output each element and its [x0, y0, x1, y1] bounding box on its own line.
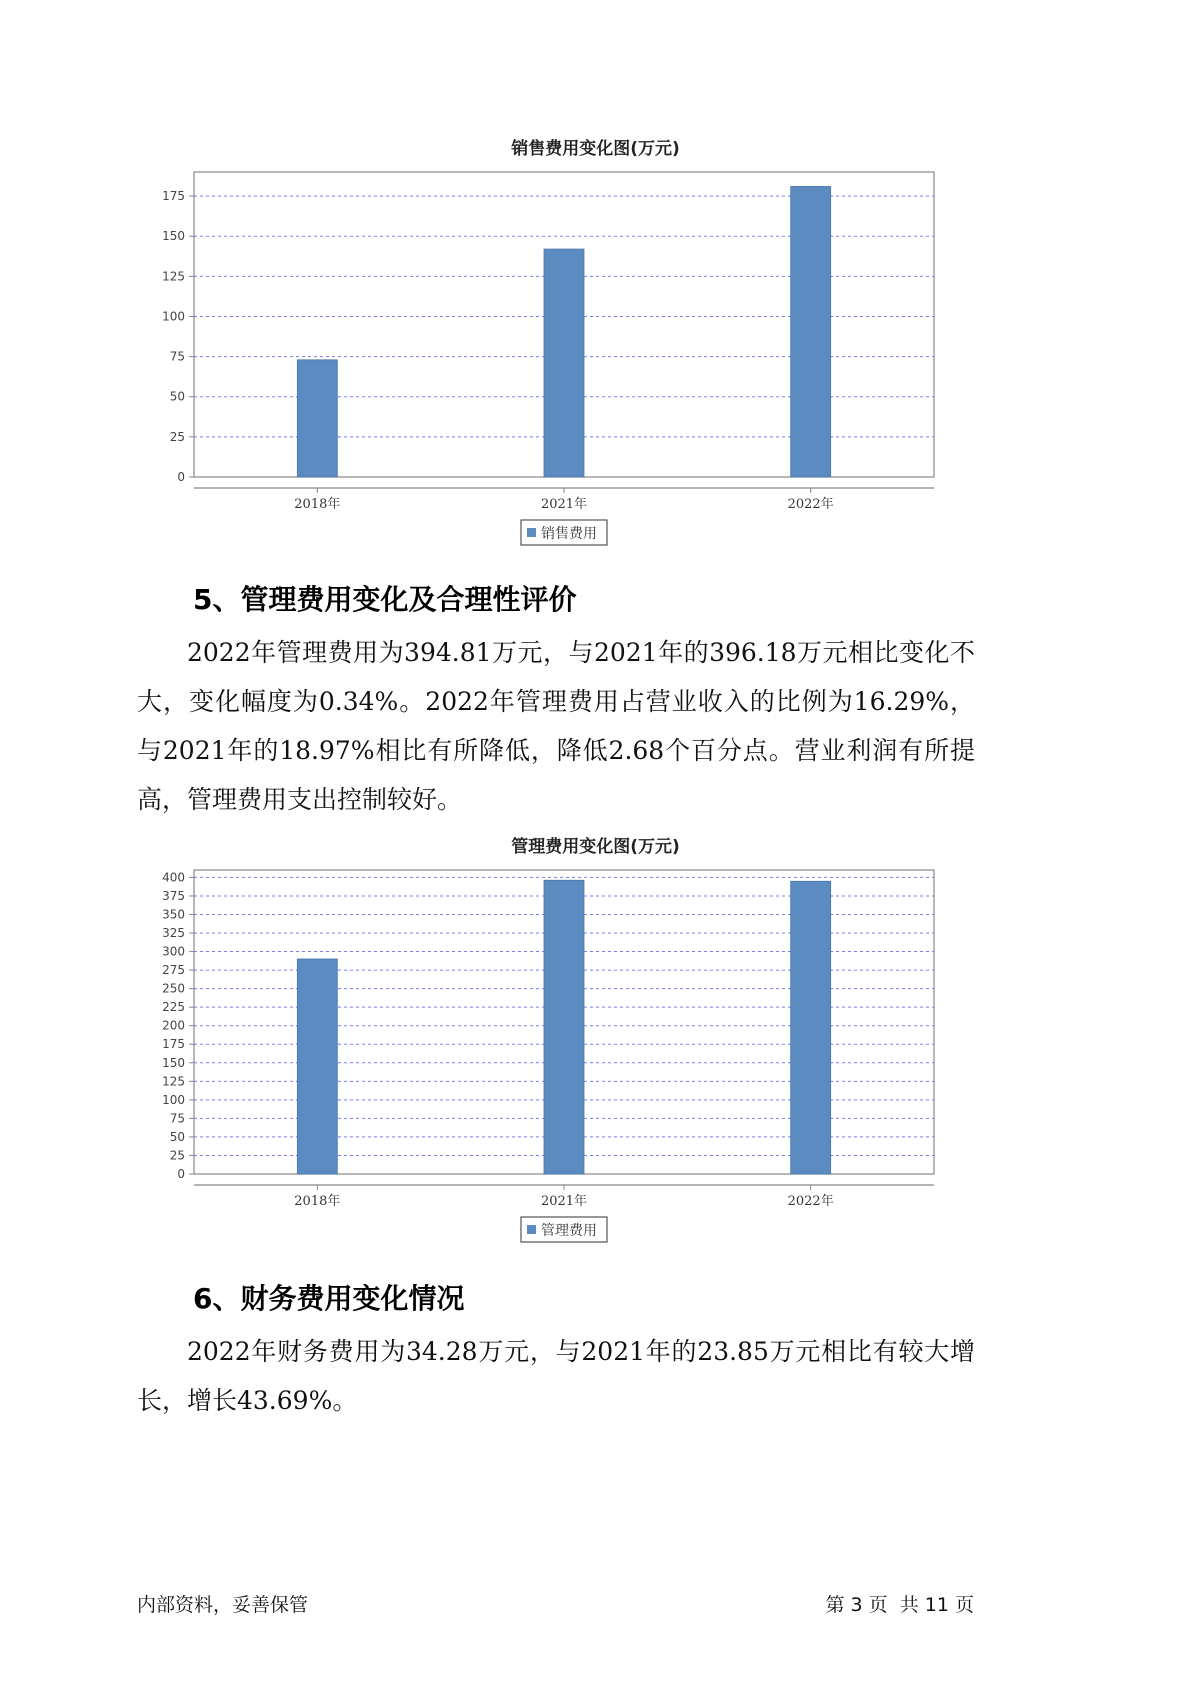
- chart-title: 销售费用变化图(万元): [511, 139, 680, 159]
- x-tick-label: 2021年: [540, 1194, 588, 1209]
- y-tick-label: 50: [169, 1129, 185, 1144]
- y-tick-label: 250: [162, 981, 185, 996]
- y-tick-label: 0: [177, 470, 185, 484]
- bar: [544, 249, 584, 477]
- y-tick-label: 100: [162, 309, 185, 324]
- y-tick-label: 350: [162, 907, 185, 922]
- y-tick-label: 150: [162, 1055, 185, 1070]
- y-tick-label: 100: [162, 1092, 185, 1107]
- chart-title: 管理费用变化图(万元): [511, 837, 680, 857]
- bar: [544, 880, 584, 1174]
- bar: [791, 186, 831, 477]
- x-tick-label: 2021年: [540, 497, 588, 512]
- sales-expense-chart: [0, 170, 1191, 590]
- x-tick-label: 2018年: [294, 497, 341, 512]
- section-paragraph: 2022年财务费用为34.28万元，与2021年的23.85万元相比有较大增长，增长43.69%。: [137, 1337, 975, 1415]
- y-tick-label: 375: [162, 888, 185, 903]
- x-tick-label: 2018年: [294, 1194, 341, 1209]
- y-tick-label: 25: [169, 429, 185, 444]
- y-tick-label: 175: [162, 1037, 185, 1052]
- y-tick-label: 225: [162, 1000, 185, 1015]
- x-tick-label: 2022年: [787, 1194, 834, 1209]
- section-heading: 5、管理费用变化及合理性评价: [193, 583, 577, 616]
- bar: [297, 360, 337, 477]
- y-tick-label: 175: [162, 189, 185, 204]
- y-tick-label: 50: [169, 389, 185, 404]
- y-tick-label: 125: [162, 269, 185, 284]
- bar: [791, 881, 831, 1174]
- y-tick-label: 150: [162, 229, 185, 244]
- y-tick-label: 75: [169, 349, 185, 364]
- y-tick-label: 25: [169, 1148, 185, 1163]
- footer-page-number: 第 3 页 共 11 页: [825, 1594, 974, 1616]
- y-tick-label: 200: [162, 1018, 185, 1033]
- y-tick-label: 325: [162, 926, 185, 941]
- y-tick-label: 300: [162, 944, 185, 959]
- y-tick-label: 75: [169, 1111, 185, 1126]
- legend-label: 销售费用: [541, 526, 597, 542]
- y-tick-label: 275: [162, 963, 185, 978]
- y-tick-label: 400: [162, 870, 185, 885]
- x-tick-label: 2022年: [787, 497, 834, 512]
- legend-swatch: [527, 1225, 536, 1234]
- section-heading: 6、财务费用变化情况: [193, 1282, 465, 1315]
- y-tick-label: 125: [162, 1074, 185, 1089]
- footer-confidential: 内部资料，妥善保管: [137, 1594, 309, 1616]
- legend-swatch: [527, 528, 536, 537]
- admin-expense-chart: [0, 866, 1191, 1286]
- section-paragraph: 2022年管理费用为394.81万元，与2021年的396.18万元相比变化不大，变化幅度为0.34%。2022年管理费用占营业收入的比例为16.29%，与2021年的18.97%相比有所降低，降低2.68个百分点。营业利润有所提高，管理费用支出控制较好。: [137, 638, 975, 814]
- y-tick-label: 0: [177, 1167, 185, 1181]
- bar: [297, 959, 337, 1174]
- legend-label: 管理费用: [541, 1223, 597, 1239]
